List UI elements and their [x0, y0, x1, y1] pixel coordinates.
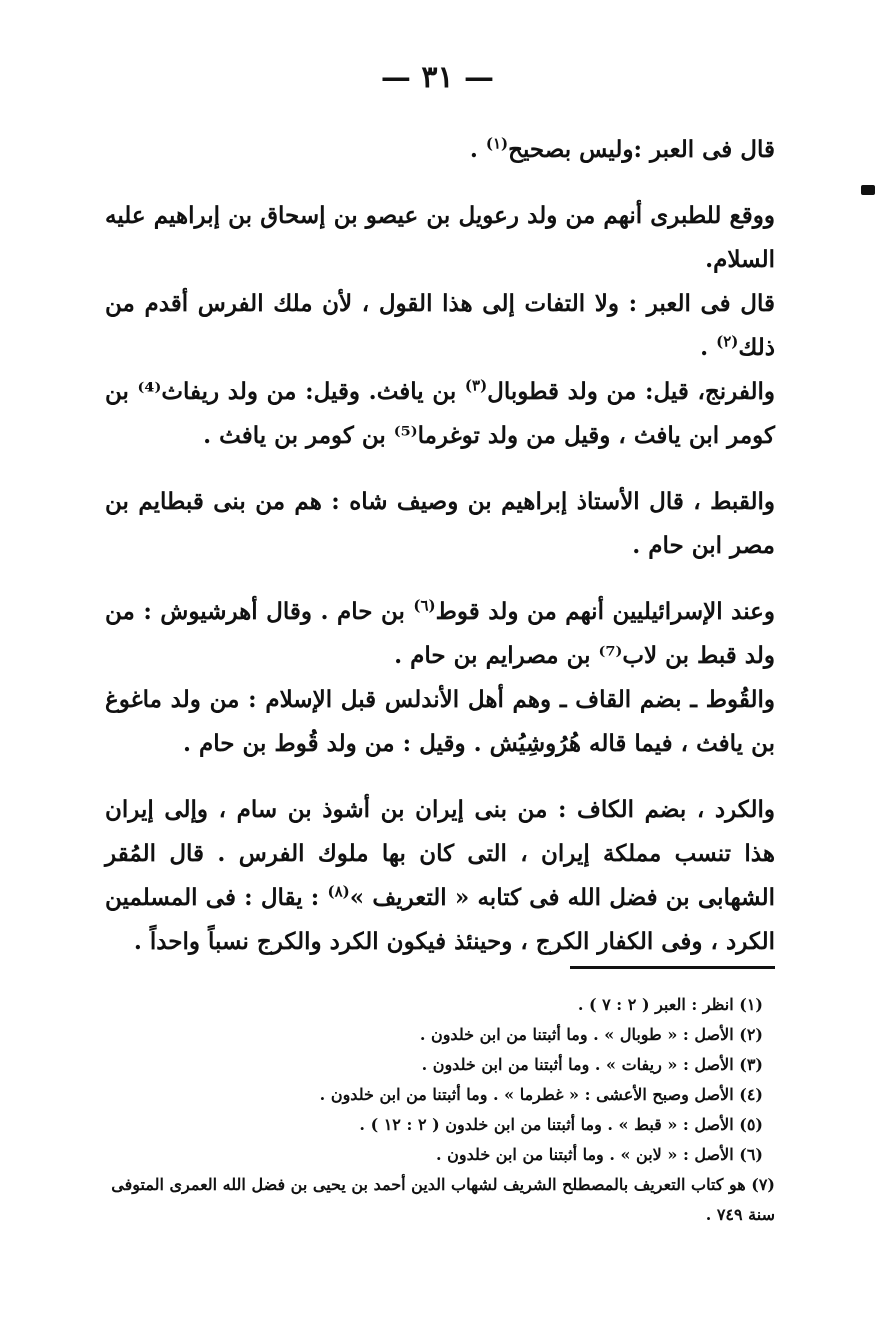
footnote-ref: (٢) — [716, 332, 739, 351]
paragraph-tail: . — [469, 136, 486, 163]
paragraph — [105, 370, 775, 458]
paragraph-text: والكرد ، بضم الكاف : من بنى إيران بن أشوذ بن سام ، وإلى إيران هذا تنسب مملكة إيران ، التى كان بها ملوك الفرس . قال المُقر الشهابى بن فضل الله فى كتابه « التعريف » — [105, 796, 775, 911]
footnote-ref: (٣) — [464, 376, 488, 395]
paragraph — [105, 678, 775, 766]
paragraph-tail: بن حام . وقال أهرشيوش : من ولد قبط بن لاب⁽⁷⁾ بن مصرايم بن حام . — [105, 598, 775, 669]
footnote: (٦) الأصل : « لابن » . وما أثبتنا من ابن خلدون . — [436, 1145, 763, 1164]
paragraph — [105, 194, 775, 282]
footnote-ref: (٦) — [413, 596, 436, 615]
paragraph — [105, 282, 775, 370]
footnote: (٤) الأصل وصبح الأعشى : « غطرما » . وما أثبتنا من ابن خلدون . — [319, 1085, 763, 1104]
paragraph-text: قال فى العبر : ولا التفات إلى هذا القول ، لأن ملك الفرس أقدم من ذلك — [105, 290, 775, 361]
main-text — [105, 128, 775, 964]
paragraph-tail: : يقال : فى المسلمين الكرد ، وفى الكفار الكرج ، وحينئذ فيكون الكرد والكرج نسباً واحداً . — [105, 884, 775, 955]
footnote: (٣) الأصل : « ريفات » . وما أثبتنا من ابن خلدون . — [421, 1055, 763, 1074]
paragraph-tail: بن يافث. وقيل: من ولد ريفاث⁽⁴⁾ بن كومر ابن يافث ، وقيل من ولد توغرما⁽⁵⁾ بن كومر بن يافث . — [105, 378, 775, 449]
margin-mark — [861, 185, 875, 195]
footnote-ref: (١) — [485, 134, 509, 153]
footnote-separator — [570, 966, 775, 969]
paragraph — [105, 590, 775, 678]
footnote: (٧) هو كتاب التعريف بالمصطلح الشريف لشهاب الدين أحمد بن يحيى بن فضل الله العمرى المتوفى سنة ٧٤٩ . — [111, 1175, 775, 1224]
paragraph-text: قال فى العبر :وليس بصحيح — [508, 136, 775, 163]
paragraph-text: والقُوط ـ بضم القاف ـ وهم أهل الأندلس قبل الإسلام : من ولد ماغوغ بن يافث ، فيما قاله هُرُوشِيُش . وقيل : من ولد قُوط بن حام . — [105, 686, 775, 757]
footnote: (٥) الأصل : « قبط » . وما أثبتنا من ابن خلدون ( ٢ : ١٢ ) . — [359, 1115, 763, 1134]
paragraph — [105, 480, 775, 568]
paragraph-tail: . — [700, 334, 717, 361]
footnote-ref: (٨) — [327, 882, 350, 901]
footnote: (١) انظر : العبر ( ٢ : ٧ ) . — [577, 995, 763, 1014]
footnotes — [105, 990, 775, 1230]
paragraph-text: ووقع للطبرى أنهم من ولد رعويل بن عيصو بن إسحاق بن إبراهيم عليه السلام. — [105, 202, 775, 273]
paragraph — [105, 128, 775, 172]
paragraph-text: وعند الإسرائيليين أنهم من ولد قوط — [435, 598, 775, 625]
page-number: — ٣١ — — [380, 60, 495, 95]
paragraph-text: والقبط ، قال الأستاذ إبراهيم بن وصيف شاه : هم من بنى قبطايم بن مصر ابن حام . — [105, 488, 775, 559]
paragraph-text: والفرنج، قيل: من ولد قطوبال — [487, 378, 775, 405]
paragraph — [105, 788, 775, 964]
footnote: (٢) الأصل : « طوبال » . وما أثبتنا من ابن خلدون . — [419, 1025, 763, 1044]
